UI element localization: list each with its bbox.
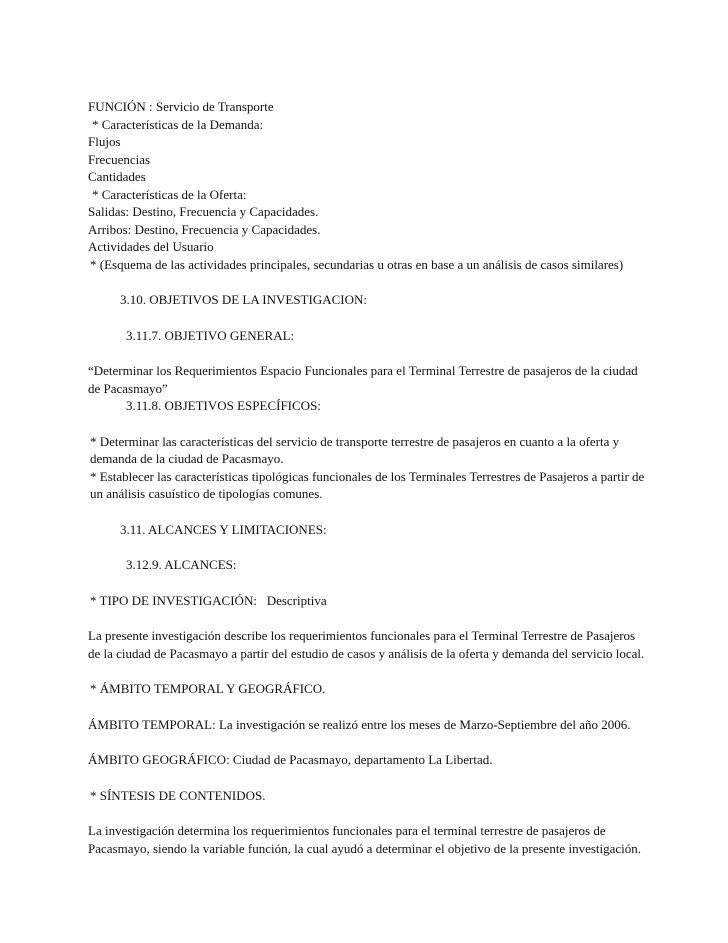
oferta-heading: * Características de la Oferta: bbox=[92, 186, 247, 202]
objetivos-heading: 3.10. OBJETIVOS DE LA INVESTIGACION: bbox=[120, 292, 367, 307]
objetivo-especifico-1: * Determinar las características del servicio de transporte terrestre de pasajeros en cuanto a la oferta y demanda de la ciudad de Pacasmayo. bbox=[90, 433, 620, 466]
demanda-item-cantidades: Cantidades bbox=[88, 169, 146, 184]
demanda-item-frecuencias: Frecuencias bbox=[88, 151, 151, 167]
oferta-item-arribos: Arribos: Destino, Frecuencia y Capacidades. bbox=[88, 221, 321, 237]
objetivo-especifico-2: * Establecer las características tipológicas funcionales de los Terminales Terrestres de Pasajeros a partir de un análisis casuístico de tipologías comunes. bbox=[90, 468, 645, 501]
demanda-item-flujos: Flujos bbox=[88, 134, 121, 149]
ambito-temporal: ÁMBITO TEMPORAL: La investigación se realizó entre los meses de Marzo-Septiembre del año 2006. bbox=[88, 716, 631, 732]
objetivos-especificos-heading: 3.11.8. OBJETIVOS ESPECÍFICOS: bbox=[126, 398, 321, 413]
usuario-title: Actividades del Usuario bbox=[88, 239, 214, 254]
usuario-note: * (Esquema de las actividades principales, secundarias u otras en base a un análisis de casos similares) bbox=[90, 256, 624, 272]
ambito-heading: * ÁMBITO TEMPORAL Y GEOGRÁFICO. bbox=[90, 681, 326, 696]
objetivo-general-heading: 3.11.7. OBJETIVO GENERAL: bbox=[126, 327, 295, 343]
alcances-heading: 3.12.9. ALCANCES: bbox=[126, 557, 237, 572]
demanda-heading: * Características de la Demanda: bbox=[92, 116, 264, 132]
sintesis-heading: * SÍNTESIS DE CONTENIDOS. bbox=[90, 787, 266, 803]
sintesis-text: La investigación determina los requerimientos funcionales para el terminal terrestre de pasajeros de Pacasmayo, siendo la variable función, la cual ayudó a determinar el objetivo de la presente investigación. bbox=[88, 823, 642, 856]
funcion-title: FUNCIÓN : Servicio de Transporte bbox=[88, 99, 274, 114]
ambito-geografico: ÁMBITO GEOGRÁFICO: Ciudad de Pacasmayo, departamento La Libertad. bbox=[88, 752, 493, 767]
tipo-text: La presente investigación describe los requerimientos funcionales para el Terminal Terrestre de Pasajeros de la ciudad de Pacasmayo a partir del estudio de casos y análisis de la oferta y demanda del servicio local. bbox=[88, 628, 645, 661]
tipo-investigacion: * TIPO DE INVESTIGACIÓN: Descriptiva bbox=[90, 592, 327, 608]
objetivo-general-text: “Determinar los Requerimientos Espacio Funcionales para el Terminal Terrestre de pasajeros de la ciudad de Pacasmayo” bbox=[88, 363, 638, 396]
document-body bbox=[88, 98, 648, 857]
oferta-item-salidas: Salidas: Destino, Frecuencia y Capacidades. bbox=[88, 204, 319, 219]
alcances-limitaciones-heading: 3.11. ALCANCES Y LIMITACIONES: bbox=[120, 521, 327, 537]
